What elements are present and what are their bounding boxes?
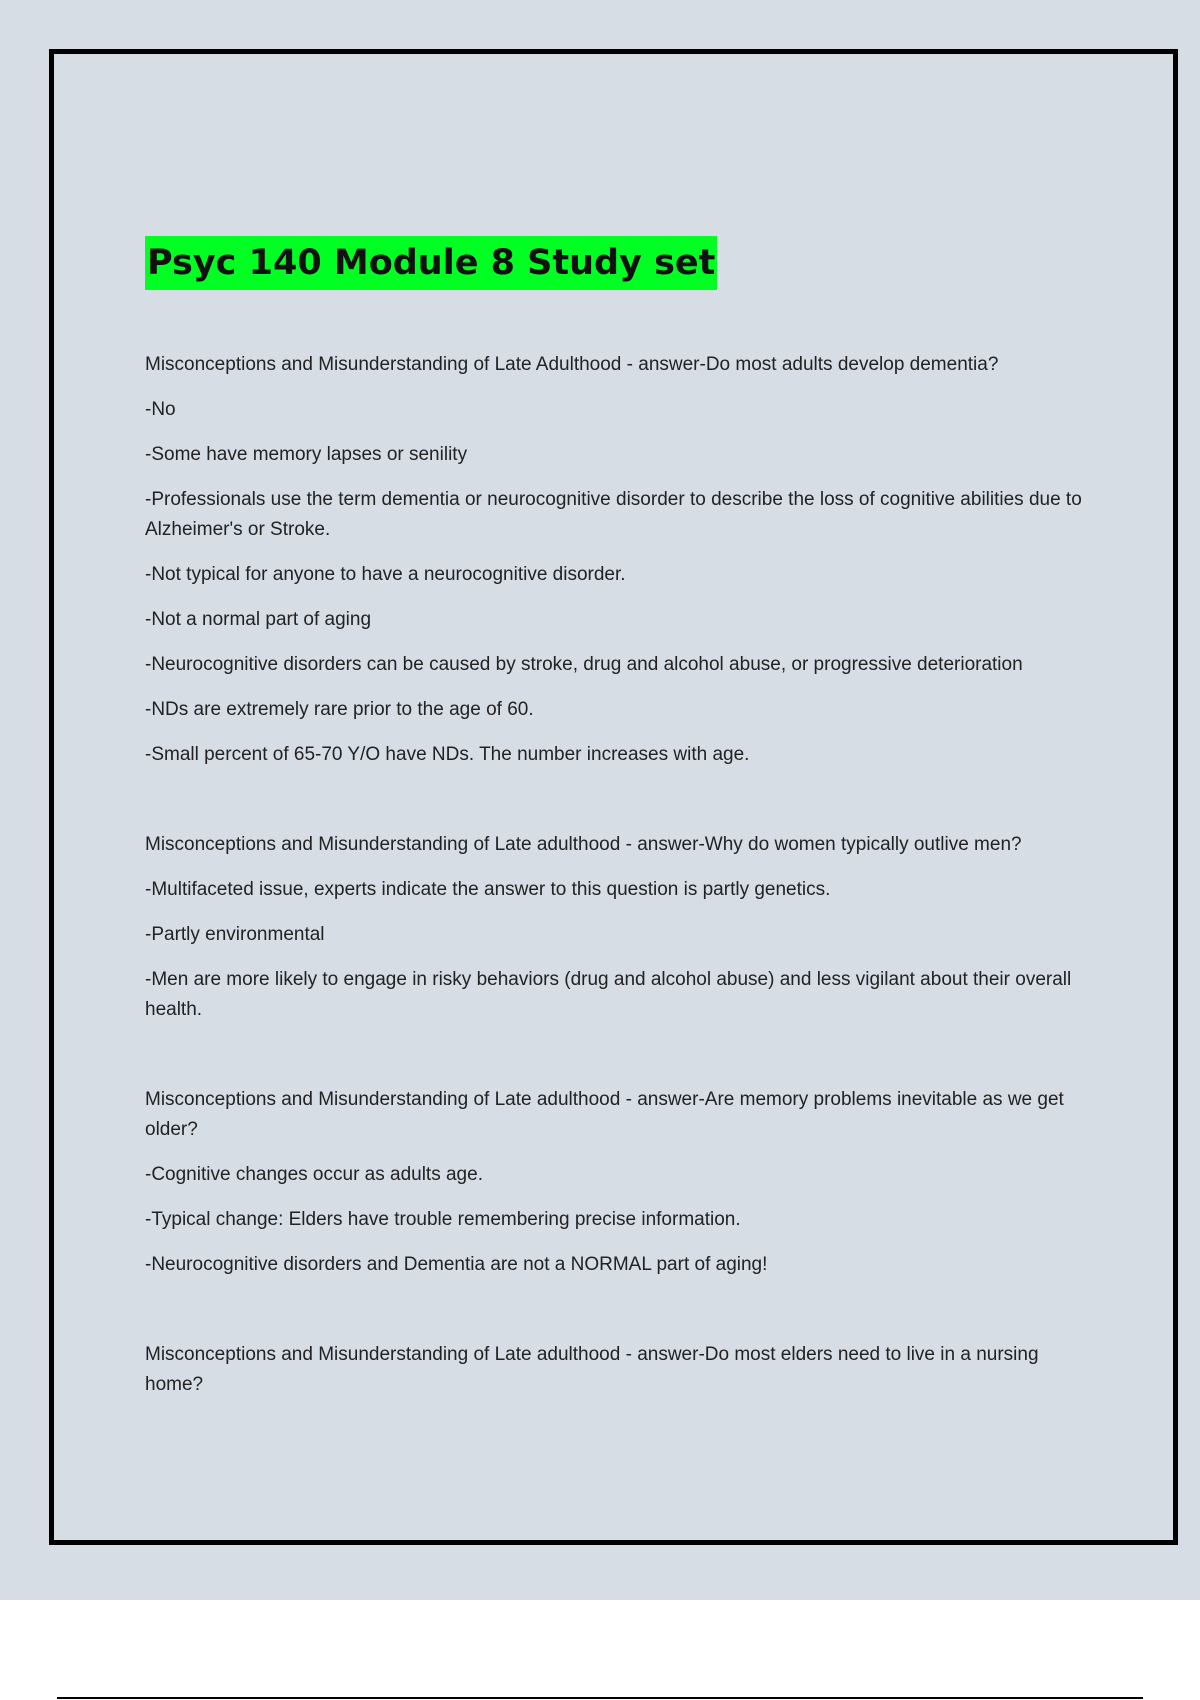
section-3 <box>145 1085 1090 1280</box>
section-point: -Small percent of 65-70 Y/O have NDs. The number increases with age. <box>145 744 750 765</box>
section-point: -Men are more likely to engage in risky behaviors (drug and alcohol abuse) and less vigilant about their overall health. <box>145 969 1072 1020</box>
section-point: -Not typical for anyone to have a neurocognitive disorder. <box>145 564 626 585</box>
section-point: -Partly environmental <box>145 924 325 945</box>
section-4 <box>145 1340 1090 1400</box>
title-spacer <box>145 290 1090 350</box>
section-question: Misconceptions and Misunderstanding of Late Adulthood - answer-Do most adults develop dementia? <box>145 354 999 375</box>
section-point: -No <box>145 399 176 420</box>
section-gap <box>145 1295 1090 1340</box>
section-point: -Multifaceted issue, experts indicate the answer to this question is partly genetics. <box>145 879 831 900</box>
document-content <box>145 236 1090 1415</box>
section-point: -Professionals use the term dementia or neurocognitive disorder to describe the loss of cognitive abilities due to Alzheimer's or Stroke. <box>145 489 1082 540</box>
section-question: Misconceptions and Misunderstanding of Late adulthood - answer-Are memory problems inevitable as we get older? <box>145 1089 1064 1140</box>
section-question: Misconceptions and Misunderstanding of Late adulthood - answer-Why do women typically outlive men? <box>145 834 1022 855</box>
footer-divider <box>57 1697 1143 1699</box>
section-question: Misconceptions and Misunderstanding of Late adulthood - answer-Do most elders need to live in a nursing home? <box>145 1344 1039 1395</box>
section-point: -Neurocognitive disorders and Dementia are not a NORMAL part of aging! <box>145 1254 768 1275</box>
section-point: -Not a normal part of aging <box>145 609 372 630</box>
section-point: -Typical change: Elders have trouble remembering precise information. <box>145 1209 741 1230</box>
section-gap <box>145 785 1090 830</box>
section-2 <box>145 830 1090 1025</box>
section-point: -Cognitive changes occur as adults age. <box>145 1164 483 1185</box>
section-point: -Some have memory lapses or senility <box>145 444 468 465</box>
section-gap <box>145 1040 1090 1085</box>
document-title: Psyc 140 Module 8 Study set <box>145 236 717 290</box>
section-point: -NDs are extremely rare prior to the age of 60. <box>145 699 534 720</box>
section-point: -Neurocognitive disorders can be caused by stroke, drug and alcohol abuse, or progressive deterioration <box>145 654 1023 675</box>
section-1 <box>145 350 1090 770</box>
